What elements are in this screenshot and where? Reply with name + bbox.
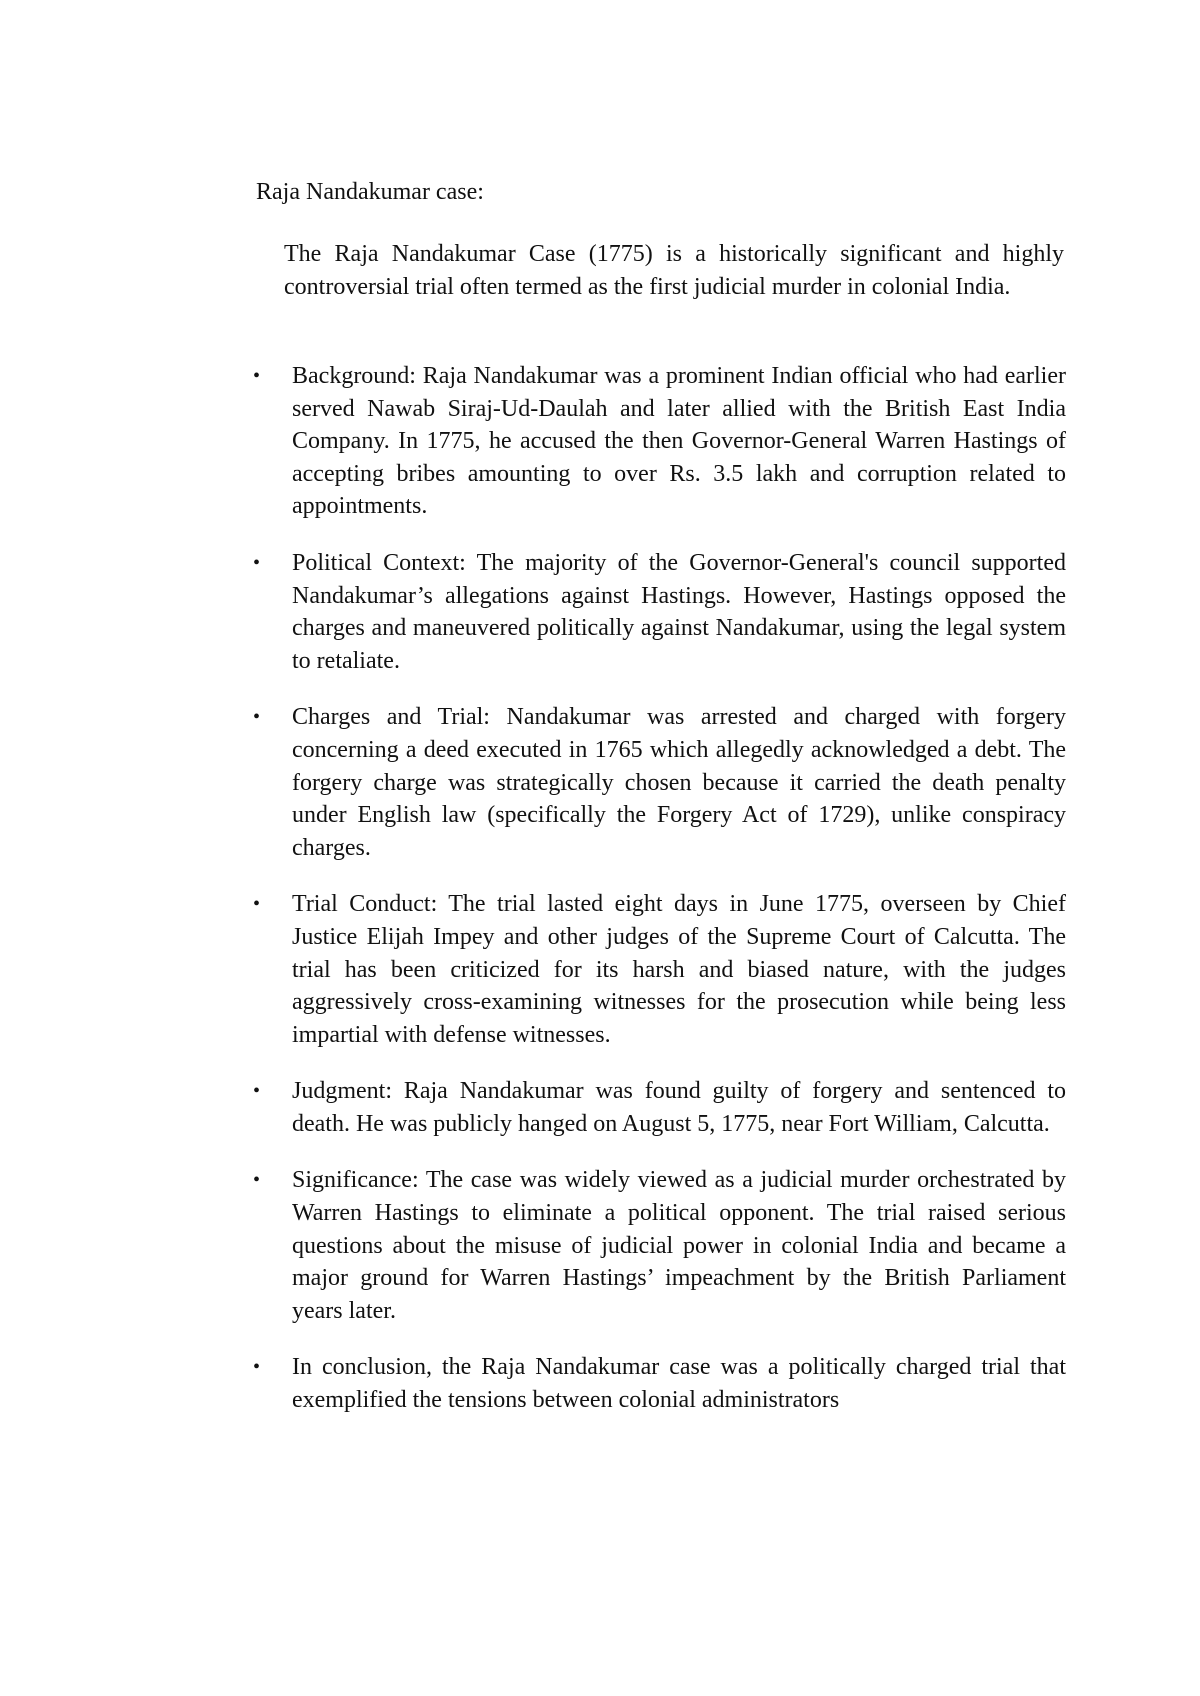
bullet-item-background [252, 360, 1066, 523]
bullet-item-significance [252, 1164, 1066, 1327]
bullet-item-judgment [252, 1075, 1066, 1140]
bullet-point-icon: • [253, 706, 261, 729]
bullet-point-icon: • [253, 893, 261, 916]
bullet-list [252, 360, 1066, 1441]
bullet-text-background: Background: Raja Nandakumar was a prominent Indian official who had earlier served Nawab Siraj-Ud-Daulah and later allied with the British East India Company. In 1775, he accused the then Governor-General Warren Hastings of accepting bribes amounting to over Rs. 3.5 lakh and corruption related to appointments. [292, 363, 1066, 520]
bullet-point-icon: • [253, 1169, 261, 1192]
bullet-text-judgment: Judgment: Raja Nandakumar was found guilty of forgery and sentenced to death. He was publicly hanged on August 5, 1775, near Fort William, Calcutta. [292, 1078, 1066, 1137]
bullet-text-trial-conduct: Trial Conduct: The trial lasted eight days in June 1775, overseen by Chief Justice Elijah Impey and other judges of the Supreme Court of Calcutta. The trial has been criticized for its harsh and biased nature, with the judges aggressively cross-examining witnesses for the prosecution while being less impartial with defense witnesses. [292, 891, 1066, 1048]
intro-paragraph: The Raja Nandakumar Case (1775) is a historically significant and highly controversial trial often termed as the first judicial murder in colonial India. [284, 241, 1064, 300]
bullet-text-conclusion: In conclusion, the Raja Nandakumar case was a politically charged trial that exemplified the tensions between colonial administrators [292, 1354, 1066, 1414]
bullet-point-icon: • [253, 1356, 261, 1379]
bullet-item-political-context [252, 547, 1066, 677]
bullet-item-charges-and-trial [252, 701, 1066, 864]
bullet-text-significance: Significance: The case was widely viewed as a judicial murder orchestrated by Warren Hastings to eliminate a political opponent. The trial raised serious questions about the misuse of judicial power in colonial India and became a major ground for Warren Hastings’ impeachment by the British Parliament years later. [292, 1167, 1066, 1324]
bullet-point-icon: • [253, 1080, 261, 1103]
bullet-text-political-context: Political Context: The majority of the Governor-General's council supported Nandakumar’s allegations against Hastings. However, Hastings opposed the charges and maneuvered politically against Nandakumar, using the legal system to retaliate. [292, 549, 1066, 674]
bullet-text-charges-and-trial: Charges and Trial: Nandakumar was arrested and charged with forgery concerning a deed executed in 1765 which allegedly acknowledged a debt. The forgery charge was strategically chosen because it carried the death penalty under English law (specifically the Forgery Act of 1729), unlike conspiracy charges. [292, 704, 1066, 861]
bullet-item-conclusion [252, 1351, 1066, 1416]
bullet-point-icon: • [253, 551, 261, 574]
bullet-item-trial-conduct [252, 888, 1066, 1051]
bullet-point-icon: • [253, 365, 261, 387]
document-heading: Raja Nandakumar case: [256, 179, 484, 205]
